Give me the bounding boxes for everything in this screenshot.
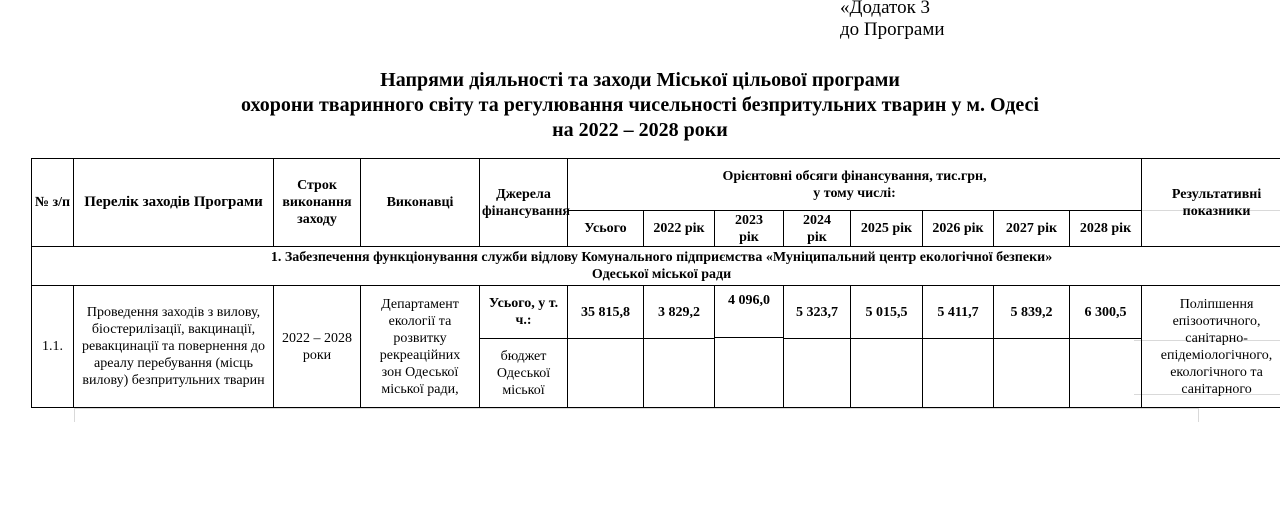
- section-line-2: Одеської міської ради: [591, 267, 732, 282]
- row-results: Поліпшення епізоотичного, санітарно-епідеміологічного, екологічного та санітарного: [1142, 286, 1280, 408]
- source-budget: бюджет Одеської міської: [496, 348, 551, 398]
- appendix-line-1: «Додаток 3: [840, 0, 931, 18]
- section-line-1: 1. Забезпечення функціонування служби відлову Комунального підприємства «Муніципальний центр екологічної безпеки»: [270, 250, 1053, 265]
- section-heading: [32, 247, 1280, 286]
- value-2028: 6 300,5: [1070, 286, 1141, 339]
- value-2027-cell: [994, 286, 1070, 408]
- measures-table: [31, 158, 1280, 408]
- header-year-2026: 2026 рік: [923, 211, 994, 247]
- header-row: [32, 159, 1280, 211]
- header-results: Результативні показники: [1142, 159, 1280, 247]
- value-2026: 5 411,7: [923, 286, 993, 339]
- header-year-2025: 2025 рік: [851, 211, 923, 247]
- title-line-3: на 2022 – 2028 роки: [552, 119, 728, 141]
- header-financing: Орієнтовні обсяги фінансування, тис.грн, у тому числі:: [568, 159, 1142, 211]
- value-2024: 5 323,7: [784, 286, 850, 339]
- value-total: 35 815,8: [568, 286, 643, 339]
- header-sources: Джерела фінансування: [480, 159, 568, 247]
- row-num: 1.1.: [32, 286, 74, 408]
- row-executor: Департамент екології та розвитку рекреаційних зон Одеської міської ради,: [361, 286, 480, 408]
- section-row: [32, 247, 1280, 286]
- header-year-2027: 2027 рік: [994, 211, 1070, 247]
- table-row: [32, 286, 1280, 408]
- header-year-2024: 2024 рік: [784, 211, 851, 247]
- row-term: 2022 – 2028 роки: [274, 286, 361, 408]
- header-year-2022: 2022 рік: [644, 211, 715, 247]
- row-measure: Проведення заходів з вилову, біостерилізації, вакцинації, ревакцинації та повернення до ареалу перебування (місць вилову) безпритульних тварин: [74, 286, 274, 408]
- faint-rule: [74, 408, 1199, 409]
- appendix-reference: [840, 0, 945, 41]
- title-line-2: охорони тваринного світу та регулювання чисельності безпритульних тварин у м. Одесі: [241, 94, 1039, 116]
- header-year-2028: 2028 рік: [1070, 211, 1142, 247]
- header-total: Усього: [568, 211, 644, 247]
- value-2024-cell: [784, 286, 851, 408]
- value-2023-cell: [715, 286, 784, 408]
- document-title: [0, 68, 1280, 143]
- value-total-cell: [568, 286, 644, 408]
- faint-rule: [1198, 408, 1199, 422]
- value-2026-cell: [923, 286, 994, 408]
- row-sources: [480, 286, 568, 408]
- value-2028-cell: [1070, 286, 1142, 408]
- title-line-1: Напрями діяльності та заходи Міської цільової програми: [380, 69, 900, 91]
- appendix-line-2: до Програми: [840, 19, 945, 40]
- value-2025: 5 015,5: [851, 286, 922, 339]
- faint-rule: [74, 408, 75, 422]
- header-num: № з/п: [32, 159, 74, 247]
- value-2023: 4 096,0: [715, 286, 783, 338]
- header-term: Строк виконання заходу: [274, 159, 361, 247]
- value-2027: 5 839,2: [994, 286, 1069, 339]
- header-executors: Виконавці: [361, 159, 480, 247]
- source-total: Усього, у т. ч.:: [480, 286, 567, 339]
- value-2022-cell: [644, 286, 715, 408]
- value-2022: 3 829,2: [644, 286, 714, 339]
- header-year-2023: 2023 рік: [715, 211, 784, 247]
- value-2025-cell: [851, 286, 923, 408]
- header-measures: Перелік заходів Програми: [74, 159, 274, 247]
